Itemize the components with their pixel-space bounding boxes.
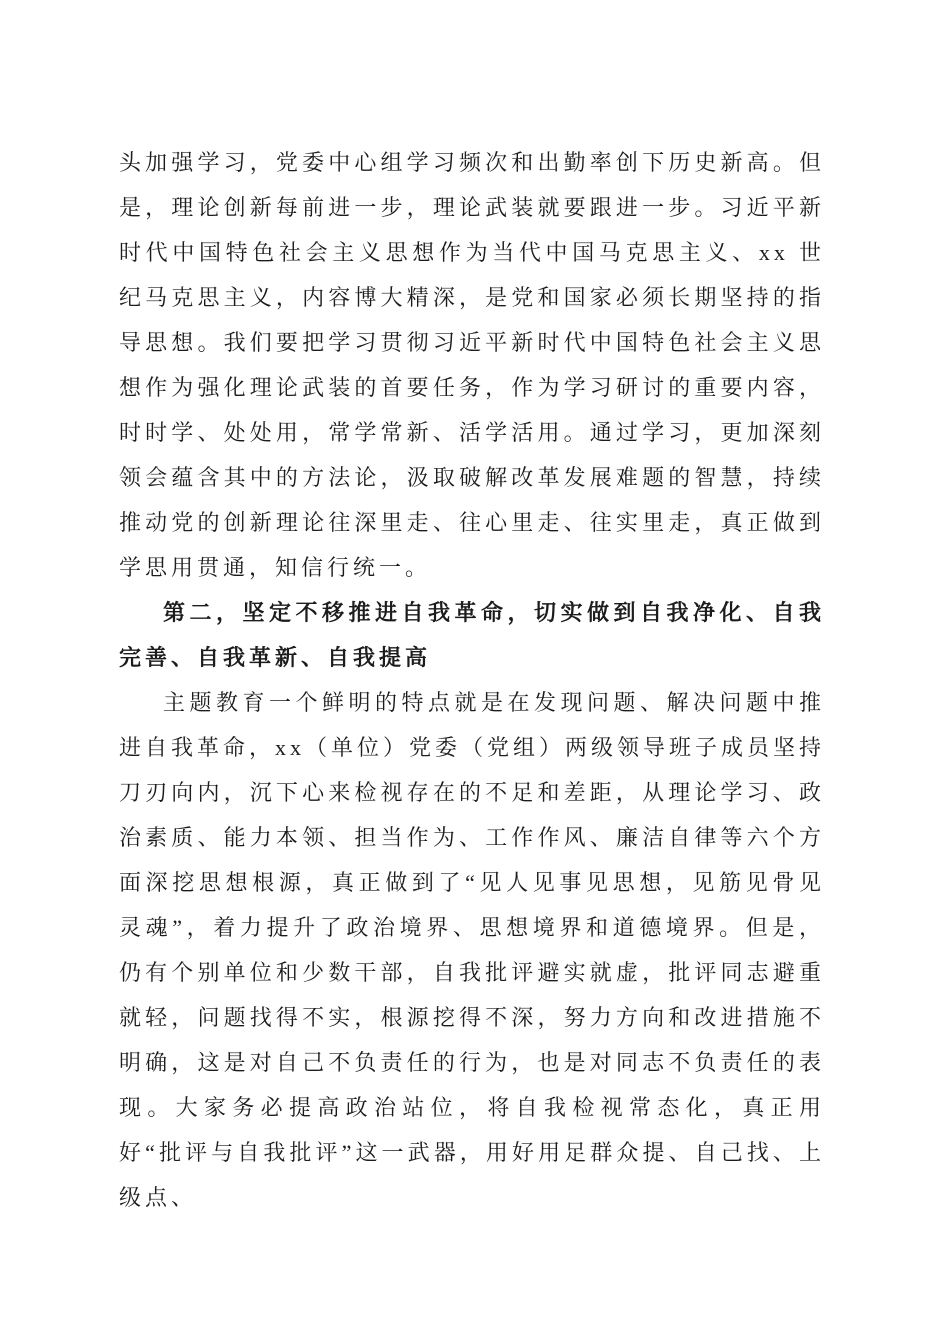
paragraph-body: 主题教育一个鲜明的特点就是在发现问题、解决问题中推进自我革命，xx（单位）党委（党组）两级领导班子成员坚持刀刃向内，沉下心来检视存在的不足和差距，从理论学习、政治素质、能力本领、担当作为、工作作风、廉洁自律等六个方面深挖思想根源，真正做到了“见人见事见思想，见筋见骨见灵魂”，着力提升了政治境界、思想境界和道德境界。但是，仍有个别单位和少数干部，自我批评避实就虚，批评同志避重就轻，问题找得不实，根源挖得不深，努力方向和改进措施不明确，这是对自己不负责任的行为，也是对同志不负责任的表现。大家务必提高政治站位，将自我检视常态化，真正用好“批评与自我批评”这一武器，用好用足群众提、自己找、上级点、	[119, 690, 826, 1210]
paragraph-continuation: 头加强学习，党委中心组学习频次和出勤率创下历史新高。但是，理论创新每前进一步，理论武装就要跟进一步。习近平新时代中国特色社会主义思想作为当代中国马克思主义、xx 世纪马克思主义，内容博大精深，是党和国家必须长期坚持的指导思想。我们要把学习贯彻习近平新时代中国特色社会主义思想作为强化理论武装的首要任务，作为学习研讨的重要内容，时时学、处处用，常学常新、活学活用。通过学习，更加深刻领会蕴含其中的方法论，汲取破解改革发展难题的智慧，持续推动党的创新理论往深里走、往心里走、往实里走，真正做到学思用贯通，知信行统一。	[119, 150, 825, 580]
document-text-body	[119, 140, 825, 1220]
section-heading: 第二，坚定不移推进自我革命，切实做到自我净化、自我完善、自我革新、自我提高	[119, 600, 825, 670]
